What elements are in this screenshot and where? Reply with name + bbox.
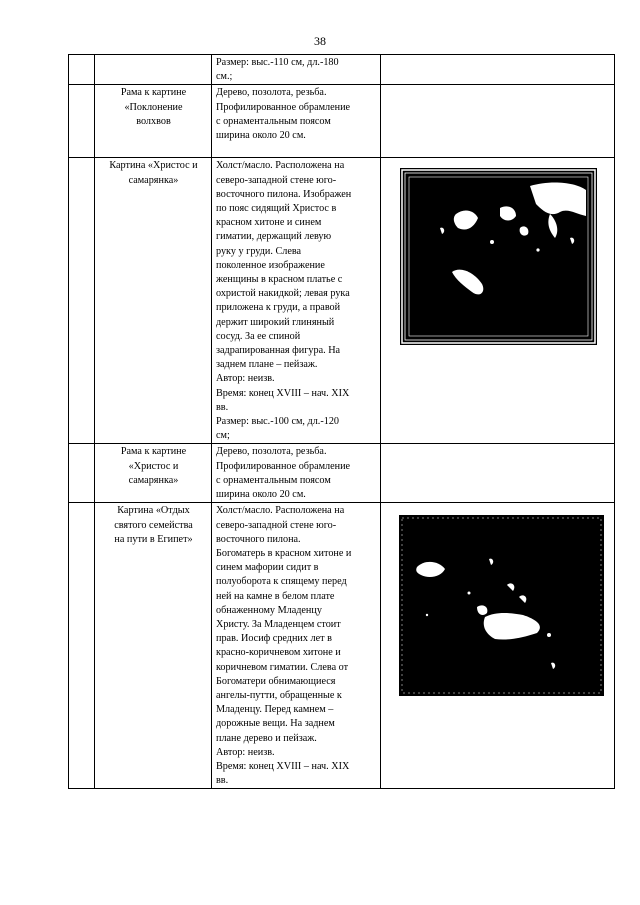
text-line: самарянка» bbox=[128, 174, 179, 186]
text-line: «Поклонение bbox=[124, 101, 183, 113]
number-cell bbox=[69, 55, 95, 85]
name-cell bbox=[95, 503, 212, 789]
description-cell bbox=[212, 503, 381, 789]
text-line: ней на камне в белом плате bbox=[216, 590, 335, 602]
text-line: плане дерево и пейзаж. bbox=[216, 732, 317, 744]
text-line: красном хитоне и синем bbox=[216, 217, 322, 229]
text-line: сосуд. За ее спиной bbox=[216, 330, 301, 342]
text-line: Богоматерь в красном хитоне и bbox=[216, 547, 352, 559]
text-line: заднем плане – пейзаж. bbox=[216, 359, 318, 371]
painting-image bbox=[400, 168, 597, 345]
text-line: северо-западной стене юго- bbox=[216, 174, 337, 186]
text-line: Картина «Христос и bbox=[109, 160, 198, 172]
photo-cell bbox=[381, 503, 615, 789]
text-line: ширина около 20 см. bbox=[216, 130, 306, 142]
text-line: Младенцу. Перед камнем – bbox=[216, 704, 334, 716]
text-line: дорожные вещи. На заднем bbox=[216, 718, 335, 730]
text-line: волхвов bbox=[136, 115, 171, 127]
text-line: с орнаментальным поясом bbox=[216, 115, 331, 127]
painting-photo-rest-on-flight bbox=[399, 515, 611, 696]
text-line: Дерево, позолота, резьба. bbox=[216, 446, 327, 458]
text-line: Автор: неизв. bbox=[216, 373, 275, 385]
text-line: Размер: выс.-110 см, дл.-180 bbox=[216, 57, 339, 68]
description-cell bbox=[212, 85, 381, 158]
photo-cell bbox=[381, 55, 615, 85]
text-line: коричневом гиматии. Слева от bbox=[216, 661, 349, 673]
text-line: ширина около 20 см. bbox=[216, 489, 306, 501]
text-line: см; bbox=[216, 430, 230, 442]
text-line: задрапированная фигура. На bbox=[216, 345, 341, 357]
text-line: самарянка» bbox=[128, 474, 179, 486]
photo-cell bbox=[381, 85, 615, 158]
text-line: Рама к картине bbox=[120, 87, 187, 99]
text-line: «Христос и bbox=[128, 460, 179, 472]
text-line: красно-коричневом хитоне и bbox=[216, 647, 341, 659]
text-line: Холст/масло. Расположена на bbox=[216, 160, 345, 172]
number-cell bbox=[69, 503, 95, 789]
text-line: вв. bbox=[216, 775, 229, 787]
text-line: Картина «Отдых bbox=[117, 505, 190, 517]
name-cell bbox=[95, 444, 212, 503]
text-line: синем мафории сидит в bbox=[216, 562, 319, 574]
table-row bbox=[69, 55, 615, 85]
text-line: охристой накидкой; левая рука bbox=[216, 288, 350, 300]
text-line: полуоборота к спящему перед bbox=[216, 576, 347, 588]
number-cell bbox=[69, 158, 95, 444]
text-line: северо-западной стене юго- bbox=[216, 519, 337, 531]
description-cell bbox=[212, 444, 381, 503]
text-line: гиматии, держащий левую bbox=[216, 231, 332, 243]
text-line: с орнаментальным поясом bbox=[216, 474, 331, 486]
text-line: Размер: выс.-100 см, дл.-120 bbox=[216, 416, 340, 428]
text-line: Время: конец XVIII – нач. XIX bbox=[216, 387, 350, 399]
text-line: восточного пилона. Изображен bbox=[216, 188, 352, 200]
text-line: Дерево, позолота, резьба. bbox=[216, 87, 327, 99]
number-cell bbox=[69, 444, 95, 503]
text-line: Автор: неизв. bbox=[216, 746, 275, 758]
table-row bbox=[69, 444, 615, 503]
name-cell bbox=[95, 85, 212, 158]
photo-cell bbox=[381, 158, 615, 444]
table-row bbox=[69, 158, 615, 444]
text-line: руку у груди. Слева bbox=[216, 245, 302, 257]
text-line: ангелы-путти, обращенные к bbox=[216, 689, 342, 701]
table-row bbox=[69, 85, 615, 158]
text-line: по пояс сидящий Христос в bbox=[216, 203, 337, 215]
inventory-table bbox=[68, 54, 615, 789]
painting-image bbox=[399, 515, 604, 696]
page-number: 38 bbox=[314, 34, 326, 48]
text-line: вв. bbox=[216, 401, 229, 413]
text-line: Рама к картине bbox=[120, 446, 187, 458]
text-line: поколенное изображение bbox=[216, 259, 325, 271]
text-line: святого семейства bbox=[114, 519, 193, 531]
description-cell bbox=[212, 55, 381, 85]
text-line: Профилированное обрамление bbox=[216, 460, 351, 472]
text-line: см.; bbox=[216, 71, 233, 83]
text-line: держит широкий глиняный bbox=[216, 316, 335, 328]
text-line: Холст/масло. Расположена на bbox=[216, 505, 345, 517]
text-line: на пути в Египет» bbox=[114, 533, 193, 545]
text-line: восточного пилона. bbox=[216, 533, 301, 545]
description-cell bbox=[212, 158, 381, 444]
text-line: Богоматери обнимающиеся bbox=[216, 675, 336, 687]
photo-cell bbox=[381, 444, 615, 503]
name-cell bbox=[95, 55, 212, 85]
text-line: Христу. За Младенцем стоит bbox=[216, 618, 341, 630]
painting-photo-christ-samaritan bbox=[400, 168, 611, 345]
table-row bbox=[69, 503, 615, 789]
text-line: Время: конец XVIII – нач. XIX bbox=[216, 760, 350, 772]
name-cell bbox=[95, 158, 212, 444]
text-line: приложена к груди, а правой bbox=[216, 302, 341, 314]
text-line: женщины в красном платье с bbox=[216, 274, 343, 286]
number-cell bbox=[69, 85, 95, 158]
text-line: обнаженному Младенцу bbox=[216, 604, 322, 616]
text-line: Профилированное обрамление bbox=[216, 101, 351, 113]
text-line: прав. Иосиф средних лет в bbox=[216, 633, 332, 645]
